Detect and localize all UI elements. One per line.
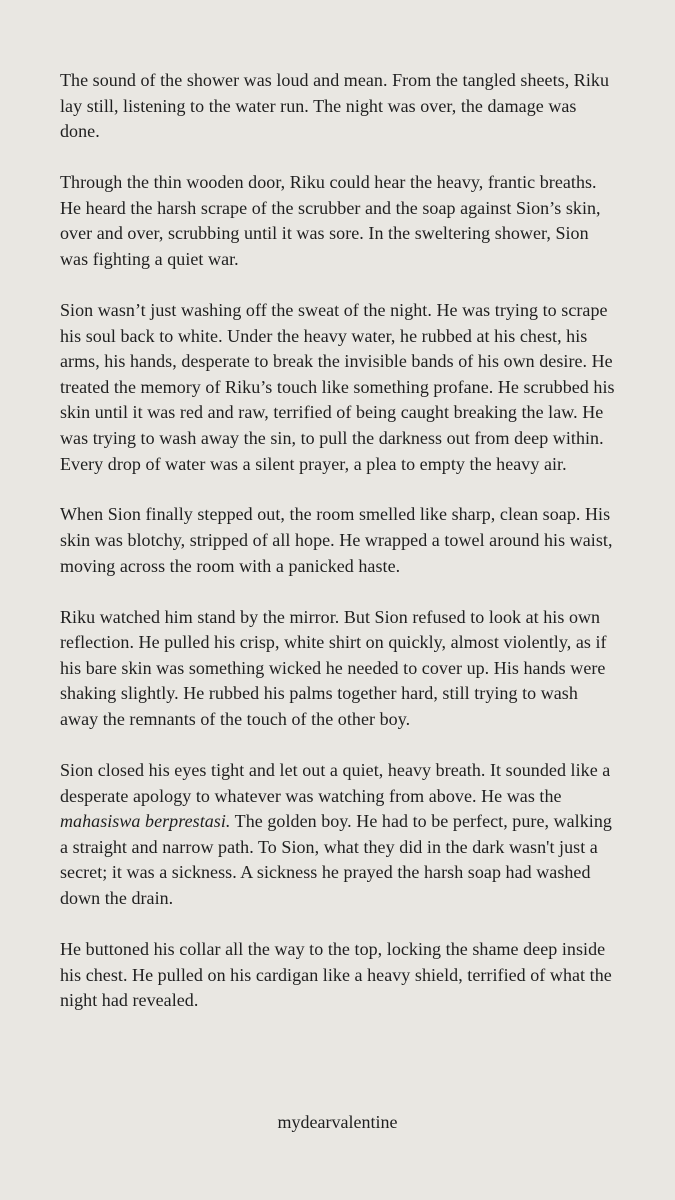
- story-paragraph-5: Riku watched him stand by the mirror. But Sion refused to look at his own reflection. He pulled his crisp, white shirt on quickly, almost violently, as if his bare skin was something wicked he needed to cover up. His hands were shaking slightly. He rubbed his palms together hard, still trying to wash away the remnants of the touch of the other boy.: [60, 606, 607, 730]
- story-paragraph-2: Through the thin wooden door, Riku could hear the heavy, frantic breaths. He heard the harsh scrape of the scrubber and the soap against Sion’s skin, over and over, scrubbing until it was sore. In the sweltering shower, Sion was fighting a quiet war.: [60, 172, 601, 269]
- paragraph-6-text-after: The golden boy. He had to be perfect, pure, walking a straight and narrow path. To Sion, what they did in the dark wasn't just a secret; it was a sickness. A sickness he prayed the harsh soap had washed down the drain.: [60, 811, 612, 908]
- author-signature: mydearvalentine: [277, 1112, 398, 1132]
- story-paragraph-3: Sion wasn’t just washing off the sweat of the night. He was trying to scrape his soul back to white. Under the heavy water, he rubbed at his chest, his arms, his hands, desperate to break the invisible bands of his own desire. He treated the memory of Riku’s touch like something profane. He scrubbed his skin until it was red and raw, terrified of being caught breaking the law. He was trying to wash away the sin, to pull the darkness out from deep within. Every drop of water was a silent prayer, a plea to empty the heavy air.: [60, 299, 615, 474]
- paragraph-6-italic-phrase: mahasiswa berprestasi.: [60, 811, 231, 832]
- story-paragraph-6: [60, 758, 615, 912]
- story-paragraph-7: He buttoned his collar all the way to the top, locking the shame deep inside his chest. He pulled on his cardigan like a heavy shield, terrified of what the night had revealed.: [60, 938, 612, 1011]
- story-paragraph-4: When Sion finally stepped out, the room smelled like sharp, clean soap. His skin was blotchy, stripped of all hope. He wrapped a towel around his waist, moving across the room with a panicked haste.: [60, 504, 613, 576]
- paragraph-6-text-before: Sion closed his eyes tight and let out a quiet, heavy breath. It sounded like a desperate apology to whatever was watching from above. He was the: [60, 760, 611, 806]
- story-paragraph-1: The sound of the shower was loud and mean. From the tangled sheets, Riku lay still, listening to the water run. The night was over, the damage was done.: [60, 70, 609, 142]
